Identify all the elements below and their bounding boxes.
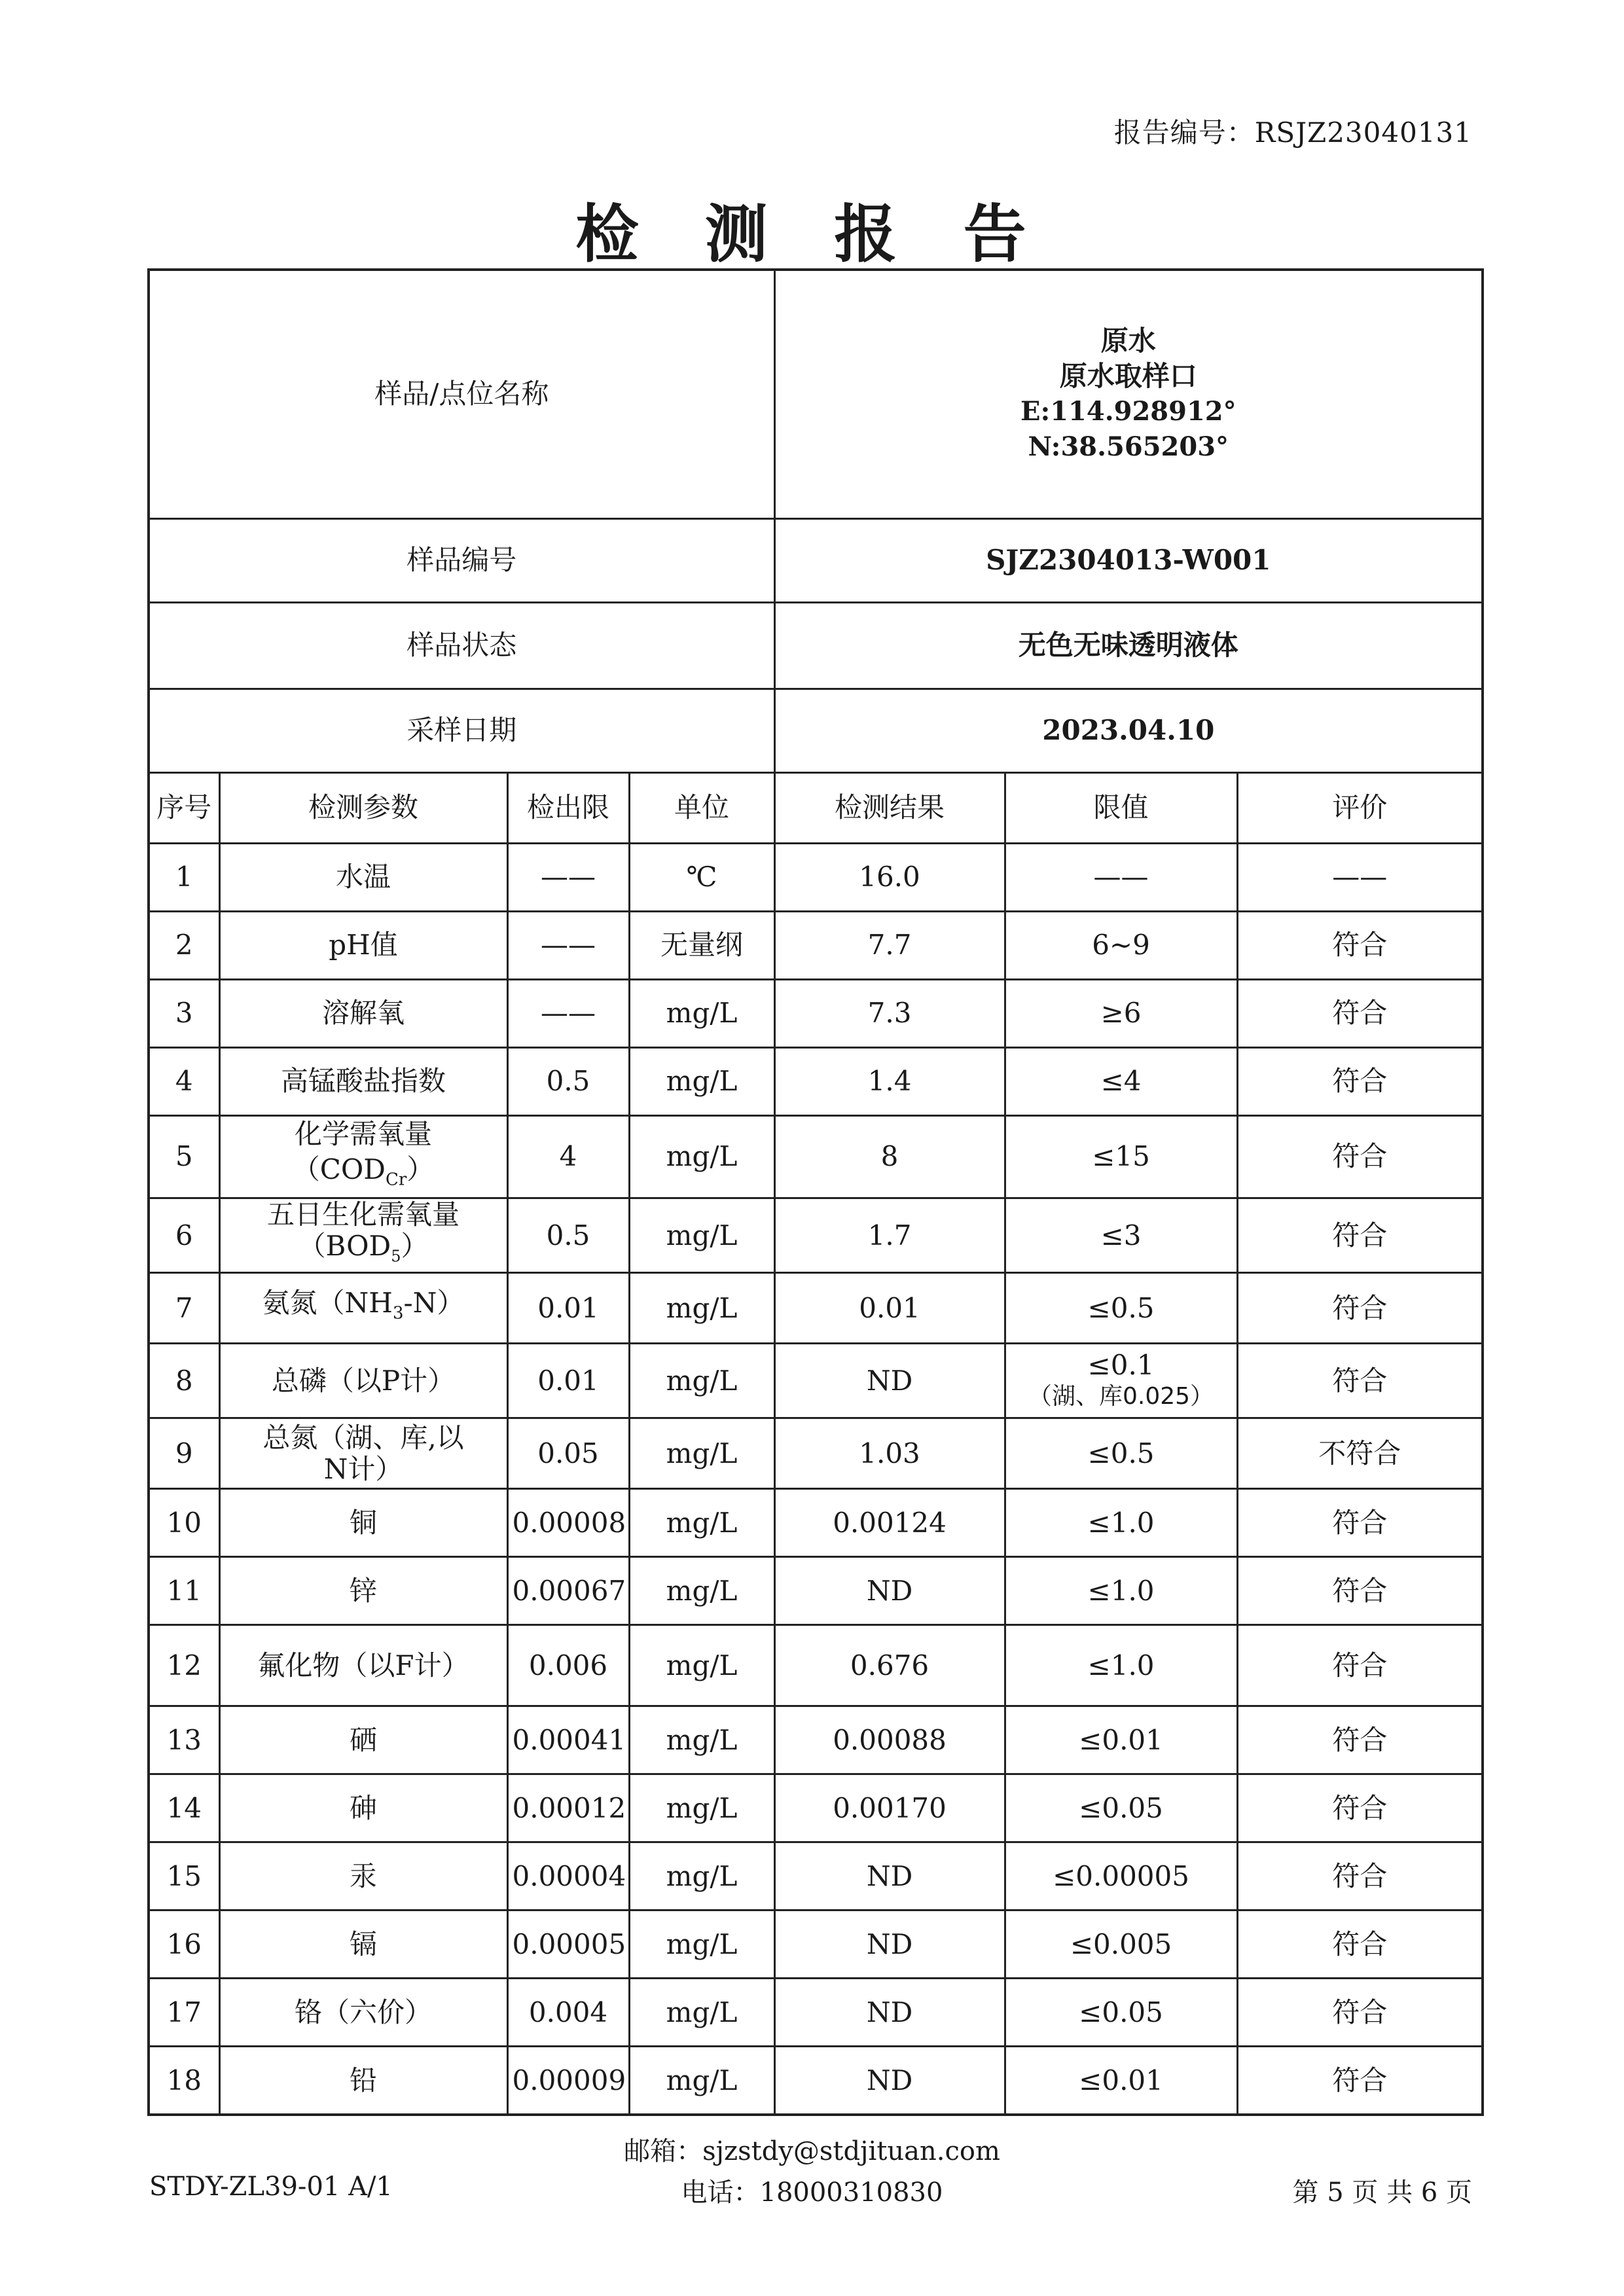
row-param-line2 [225,1230,503,1272]
row-limit: ≤15 [1005,1115,1237,1198]
row-limit: ≤0.005 [1005,1910,1237,1979]
row-limit-line2: （湖、库0.025） [1028,1382,1214,1410]
table-row [149,1344,1483,1418]
row-no: 11 [149,1557,219,1625]
row-unit: mg/L [629,1706,774,1774]
row-limit: ≤3 [1005,1198,1237,1272]
sample-state-value: 无色无味透明液体 [774,602,1483,689]
row-result: 7.7 [774,911,1005,979]
row-result: ND [774,1979,1005,2047]
sample-name-label: 样品/点位名称 [149,270,774,518]
row-param: 铬（六价） [219,1979,507,2047]
row-detection-limit: 0.00067 [507,1557,629,1625]
row-result: 1.7 [774,1198,1005,1272]
col-header-result: 检测结果 [774,772,1005,843]
table-row [149,1979,1483,2047]
sample-state-label: 样品状态 [149,602,774,689]
row-detection-limit: 0.00008 [507,1489,629,1557]
col-header-limit: 限值 [1005,772,1237,843]
sample-name-value [774,270,1483,518]
row-unit: mg/L [629,1625,774,1706]
report-title: 检 测 报 告 [575,197,1049,271]
row-limit: ≤0.05 [1005,1979,1237,2047]
row-evaluation: 符合 [1237,1115,1483,1198]
row-detection-limit: 0.5 [507,1047,629,1115]
table-row [149,1489,1483,1557]
row-param-main: （BOD [298,1229,391,1262]
row-param: 硒 [219,1706,507,1774]
row-detection-limit: 0.00041 [507,1706,629,1774]
row-result: 0.00124 [774,1489,1005,1557]
row-evaluation: 符合 [1237,1910,1483,1979]
row-limit: ≤0.00005 [1005,1842,1237,1910]
row-limit [1005,1344,1237,1418]
row-detection-limit: 4 [507,1115,629,1198]
row-detection-limit: 0.004 [507,1979,629,2047]
row-param: 高锰酸盐指数 [219,1047,507,1115]
row-unit: mg/L [629,1115,774,1198]
row-unit: mg/L [629,1910,774,1979]
row-param-tail: ） [406,1153,435,1185]
row-no: 13 [149,1706,219,1774]
row-limit: ≤0.01 [1005,1706,1237,1774]
row-limit: ≤0.5 [1005,1418,1237,1489]
row-limit: ≤1.0 [1005,1625,1237,1706]
row-limit: ≤0.05 [1005,1774,1237,1842]
row-detection-limit: —— [507,911,629,979]
row-detection-limit: —— [507,843,629,911]
row-result: 16.0 [774,843,1005,911]
col-header-param: 检测参数 [219,772,507,843]
table-row [149,1198,1483,1272]
row-param: 铅 [219,2047,507,2115]
row-limit: 6~9 [1005,911,1237,979]
row-no: 4 [149,1047,219,1115]
col-header-unit: 单位 [629,772,774,843]
row-param: 氟化物（以F计） [219,1625,507,1706]
row-unit: mg/L [629,1418,774,1489]
row-result: 0.00170 [774,1774,1005,1842]
col-header-no: 序号 [149,772,219,843]
row-no: 9 [149,1418,219,1489]
row-evaluation: —— [1237,843,1483,911]
table-row [149,1910,1483,1979]
row-evaluation: 符合 [1237,1706,1483,1774]
row-unit: mg/L [629,1344,774,1418]
row-no: 2 [149,911,219,979]
row-param-tail: -N） [403,1287,465,1319]
row-no: 12 [149,1625,219,1706]
row-detection-limit: 0.00009 [507,2047,629,2115]
row-detection-limit: 0.00012 [507,1774,629,1842]
row-param-main: 氨氮（NH [262,1287,393,1319]
row-unit: mg/L [629,1273,774,1344]
row-limit: ≤0.5 [1005,1273,1237,1344]
row-evaluation: 符合 [1237,1842,1483,1910]
test-report-table [147,268,1484,2116]
row-limit: —— [1005,843,1237,911]
row-no: 17 [149,1979,219,2047]
report-number: 报告编号：RSJZ23040131 [1113,117,1472,149]
row-limit: ≤1.0 [1005,1557,1237,1625]
table-row [149,1774,1483,1842]
table-row [149,1047,1483,1115]
row-unit: mg/L [629,1774,774,1842]
row-param: 锌 [219,1557,507,1625]
row-param: 溶解氧 [219,979,507,1047]
row-param-tail: ） [401,1229,429,1262]
row-evaluation: 符合 [1237,1489,1483,1557]
row-result: 0.676 [774,1625,1005,1706]
sample-date-label: 采样日期 [149,689,774,772]
table-row [149,1115,1483,1198]
table-row [149,843,1483,911]
row-param: 总磷（以P计） [219,1344,507,1418]
row-unit: mg/L [629,1979,774,2047]
row-param-line1: 总氮（湖、库,以 [262,1421,464,1454]
row-no: 1 [149,843,219,911]
table-row [149,1273,1483,1344]
row-result: ND [774,1842,1005,1910]
row-param-line1: 五日生化需氧量 [266,1198,460,1230]
row-param: 水温 [219,843,507,911]
row-param-subscript: 5 [391,1247,401,1266]
table-row [149,1557,1483,1625]
sample-state-row [149,602,1483,689]
row-param-subscript: Cr [385,1169,407,1189]
row-param [219,1418,507,1489]
row-result: ND [774,1557,1005,1625]
table-row [149,1418,1483,1489]
footer-document-code: STDY-ZL39-01 A/1 [149,2172,393,2202]
row-evaluation: 符合 [1237,911,1483,979]
row-no: 5 [149,1115,219,1198]
row-detection-limit: 0.01 [507,1344,629,1418]
row-no: 16 [149,1910,219,1979]
sample-number-value: SJZ2304013-W001 [774,518,1483,602]
row-param: 砷 [219,1774,507,1842]
footer-email: 邮箱：sjzstdy@stdjituan.com [624,2136,1000,2166]
row-detection-limit: —— [507,979,629,1047]
row-evaluation: 符合 [1237,1047,1483,1115]
row-no: 15 [149,1842,219,1910]
table-row [149,979,1483,1047]
col-header-evaluation: 评价 [1237,772,1483,843]
latitude-line: N:38.565203° [1028,431,1229,463]
row-result: ND [774,1910,1005,1979]
row-evaluation: 符合 [1237,1774,1483,1842]
row-unit: mg/L [629,1047,774,1115]
row-no: 6 [149,1198,219,1272]
column-header-row [149,772,1483,843]
row-no: 8 [149,1344,219,1418]
row-unit: mg/L [629,1557,774,1625]
row-param-main: 化学需氧量（COD [292,1117,432,1185]
longitude-line: E:114.928912° [1020,396,1236,427]
row-limit: ≥6 [1005,979,1237,1047]
row-result: ND [774,2047,1005,2115]
row-evaluation: 符合 [1237,1273,1483,1344]
sample-point-line: 原水取样口 [1059,360,1197,393]
row-unit: mg/L [629,2047,774,2115]
row-unit: mg/L [629,1198,774,1272]
row-param [219,1273,507,1344]
table-row [149,1706,1483,1774]
row-no: 3 [149,979,219,1047]
row-unit: mg/L [629,979,774,1047]
table-row [149,911,1483,979]
row-param: pH值 [219,911,507,979]
row-detection-limit: 0.5 [507,1198,629,1272]
row-evaluation: 不符合 [1237,1418,1483,1489]
row-no: 7 [149,1273,219,1344]
col-header-detection-limit: 检出限 [507,772,629,843]
row-evaluation: 符合 [1237,1198,1483,1272]
row-result: 0.00088 [774,1706,1005,1774]
sample-number-row [149,518,1483,602]
row-evaluation: 符合 [1237,2047,1483,2115]
row-result: 0.01 [774,1273,1005,1344]
row-evaluation: 符合 [1237,1344,1483,1418]
table-row [149,1625,1483,1706]
row-result: 8 [774,1115,1005,1198]
row-result: 7.3 [774,979,1005,1047]
row-limit: ≤0.01 [1005,2047,1237,2115]
table-row [149,2047,1483,2115]
footer-page-number: 第 5 页 共 6 页 [1292,2178,1472,2208]
row-limit-line1: ≤0.1 [1087,1348,1155,1381]
row-param [219,1115,507,1198]
row-limit: ≤1.0 [1005,1489,1237,1557]
row-limit: ≤4 [1005,1047,1237,1115]
row-result: 1.03 [774,1418,1005,1489]
row-param [219,1198,507,1272]
row-detection-limit: 0.05 [507,1418,629,1489]
sample-date-value: 2023.04.10 [774,689,1483,772]
row-result: 1.4 [774,1047,1005,1115]
sample-name-row [149,270,1483,518]
row-param-subscript: 3 [392,1303,404,1323]
row-detection-limit: 0.01 [507,1273,629,1344]
row-unit: mg/L [629,1489,774,1557]
row-detection-limit: 0.00004 [507,1842,629,1910]
row-param: 汞 [219,1842,507,1910]
row-evaluation: 符合 [1237,1557,1483,1625]
row-detection-limit: 0.00005 [507,1910,629,1979]
sample-number-label: 样品编号 [149,518,774,602]
row-evaluation: 符合 [1237,1979,1483,2047]
row-no: 14 [149,1774,219,1842]
row-evaluation: 符合 [1237,979,1483,1047]
row-unit: mg/L [629,1842,774,1910]
row-no: 18 [149,2047,219,2115]
row-result: ND [774,1344,1005,1418]
sample-name-line: 原水 [1100,325,1156,357]
row-unit: ℃ [629,843,774,911]
row-detection-limit: 0.006 [507,1625,629,1706]
footer-phone: 电话：18000310830 [681,2178,943,2208]
row-param: 铜 [219,1489,507,1557]
sample-date-row [149,689,1483,772]
row-no: 10 [149,1489,219,1557]
table-row [149,1842,1483,1910]
row-unit: 无量纲 [629,911,774,979]
row-param: 镉 [219,1910,507,1979]
row-evaluation: 符合 [1237,1625,1483,1706]
row-param-line2: N计） [323,1452,403,1485]
